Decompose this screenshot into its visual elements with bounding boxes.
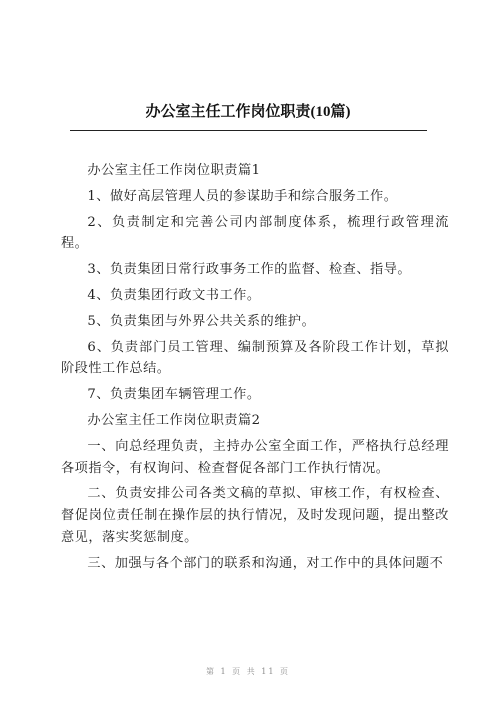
paragraph: 6、负责部门员工管理、编制预算及各阶段工作计划，草拟阶段性工作总结。	[61, 339, 449, 377]
section-heading-2: 办公室主任工作岗位职责篇2	[87, 412, 261, 428]
paragraph: 4、负责集团行政文书工作。	[87, 287, 261, 303]
paragraph: 二、负责安排公司各类文稿的草拟、审核工作，有权检查、督促岗位责任制在操作层的执行情况，及时发现问题，提出整改意见，落实奖惩制度。	[61, 486, 449, 545]
document-title: 办公室主任工作岗位职责(10篇)	[145, 104, 351, 120]
section-heading-1: 办公室主任工作岗位职责篇1	[87, 163, 261, 178]
paragraph: 3、负责集团日常行政事务工作的监督、检查、指导。	[87, 262, 412, 278]
title-divider	[70, 130, 427, 131]
paragraph: 7、负责集团车辆管理工作。	[87, 387, 261, 403]
paragraph: 一、向总经理负责，主持办公室全面工作，严格执行总经理各项指令，有权询问、检查督促各部门工作执行情况。	[61, 438, 449, 476]
paragraph: 1、做好高层管理人员的参谋助手和综合服务工作。	[87, 188, 398, 204]
page-footer: 第 1 页 共 11 页	[206, 667, 290, 676]
document-body	[61, 160, 449, 579]
paragraph: 5、负责集团与外界公共关系的维护。	[87, 313, 316, 329]
paragraph: 三、加强与各个部门的联系和沟通，对工作中的具体问题不	[87, 555, 444, 571]
paragraph: 2、负责制定和完善公司内部制度体系，梳理行政管理流程。	[61, 214, 449, 252]
